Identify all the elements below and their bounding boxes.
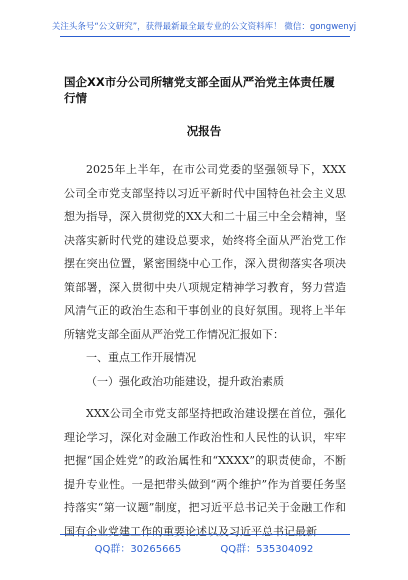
footer-qq-group-1: QQ群：30265665 [94,544,182,555]
footer-qq-group-2: QQ群：535304092 [220,544,314,555]
paragraph-intro: 2025年上半年，在市公司党委的坚强领导下，XXX公司全市党支部坚持以习近平新时代中国特色社会主义思想为指导，深入贯彻党的XX大和二十届三中全会精神，坚决落实新时代党的建设总要求，始终将全面从严治党工作摆在突出位置，紧密围绕中心工作，深入贯彻落实各项决策部署，深入贯彻中央八项规定精神学习教育，努力营造风清气正的政治生态和干事创业的良好氛围。现将上半年所辖党支部全面从严治党工作情况汇报如下： [64,163,346,341]
section-heading: 一、重点工作开展情况 [86,351,196,364]
paragraph-body: XXX公司全市党支部坚持把政治建设摆在首位，强化理论学习，深化对金融工作政治性和人民性的认识，牢牢把握“国企姓党”的政治属性和“XXXX”的职责使命，不断提升专业性。一是把带头做到“两个维护”作为首要任务坚持落实“第一议题”制度，把习近平总书记关于金融工作和国有企业党建工作的重要论述以及习近平总书记最新 [64,407,346,538]
header-divider [60,36,350,37]
document-title-line2: 况报告 [186,124,222,138]
subsection-heading: （一）强化政治功能建设，提升政治素质 [86,375,284,388]
header-banner: 关注头条号“公文研究”，获得最新最全最专业的公文资料库！ 微信：gongwenyj [51,22,357,32]
footer-divider [60,534,350,535]
footer [0,540,408,555]
document-title-line1: 国企XX市分公司所辖党支部全面从严治党主体责任履行情 [64,75,335,105]
